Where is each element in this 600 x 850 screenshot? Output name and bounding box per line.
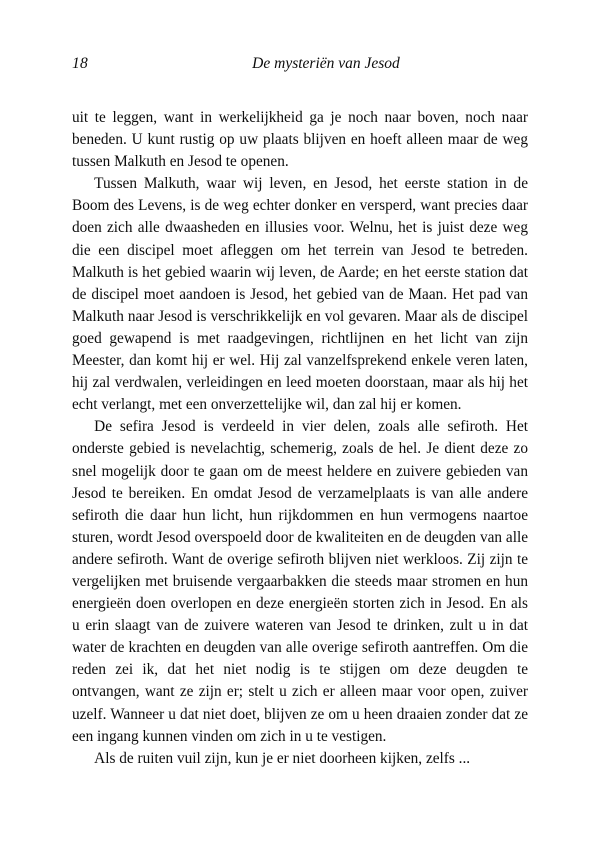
paragraph: De sefira Jesod is verdeeld in vier delen, zoals alle sefiroth. Het onderste gebied is nevelachtig, schemerig, zoals de hel. Je dient deze zo snel mogelijk door te gaan om de meest heldere en zuivere gebieden van Jesod te bereiken. En omdat Jesod de verzamelplaats is van alle andere sefiroth die daar hun licht, hun rijkdommen en hun vermogens naartoe sturen, wordt Jesod overspoeld door de kwaliteiten en de deugden van alle andere sefiroth. Want de overige sefiroth blijven niet werkloos. Zij zijn te vergelijken met bruisende vergaarbakken die steeds maar stromen en hun energieën doen overlopen en deze energieën storten zich in Jesod. En als u erin slaagt van de zuivere wateren van Jesod te drinken, zult u in dat water de krachten en deugden van alle overige sefiroth aantreffen. Om die reden zei ik, dat het niet nodig is te stijgen om deze deugden te ontvangen, want ze zijn er; stelt u zich er alleen maar voor open, zuiver uzelf. Wanneer u dat niet doet, blijven ze om u heen draaien zonder dat ze een ingang kunnen vinden om zich in u te vestigen. — [72, 418, 528, 745]
running-head — [72, 55, 528, 81]
paragraph: Als de ruiten vuil zijn, kun je er niet doorheen kijken, zelfs ... — [94, 749, 471, 767]
paragraph: uit te leggen, want in werkelijkheid ga je noch naar boven, noch naar beneden. U kunt rustig op uw plaats blijven en hoeft alleen maar de weg tussen Malkuth en Jesod te openen. — [72, 109, 528, 171]
paragraph: Tussen Malkuth, waar wij leven, en Jesod, het eerste station in de Boom des Levens, is de weg echter donker en versperd, want precies daar doen zich alle dwaasheden en illusies voor. Welnu, het is juist deze weg die een discipel moet afleggen om het terrein van Jesod te betreden. Malkuth is het gebied waarin wij leven, de Aarde; en het eerste station dat de discipel moet aandoen is Jesod, het gebied van de Maan. Het pad van Malkuth naar Jesod is verschrikkelijk en vol gevaren. Maar als de discipel goed gewapend is met raadgevingen, richtlijnen en het licht van zijn Meester, dan komt hij er wel. Hij zal vanzelfsprekend enkele veren laten, hij zal verdwalen, verleidingen en leed moeten doorstaan, maar als hij het echt verlangt, met een onverzettelijke wil, dan zal hij er komen. — [72, 175, 528, 414]
running-title: De mysteriën van Jesod — [252, 55, 400, 72]
page-number: 18 — [72, 55, 89, 72]
body-text — [72, 107, 528, 770]
